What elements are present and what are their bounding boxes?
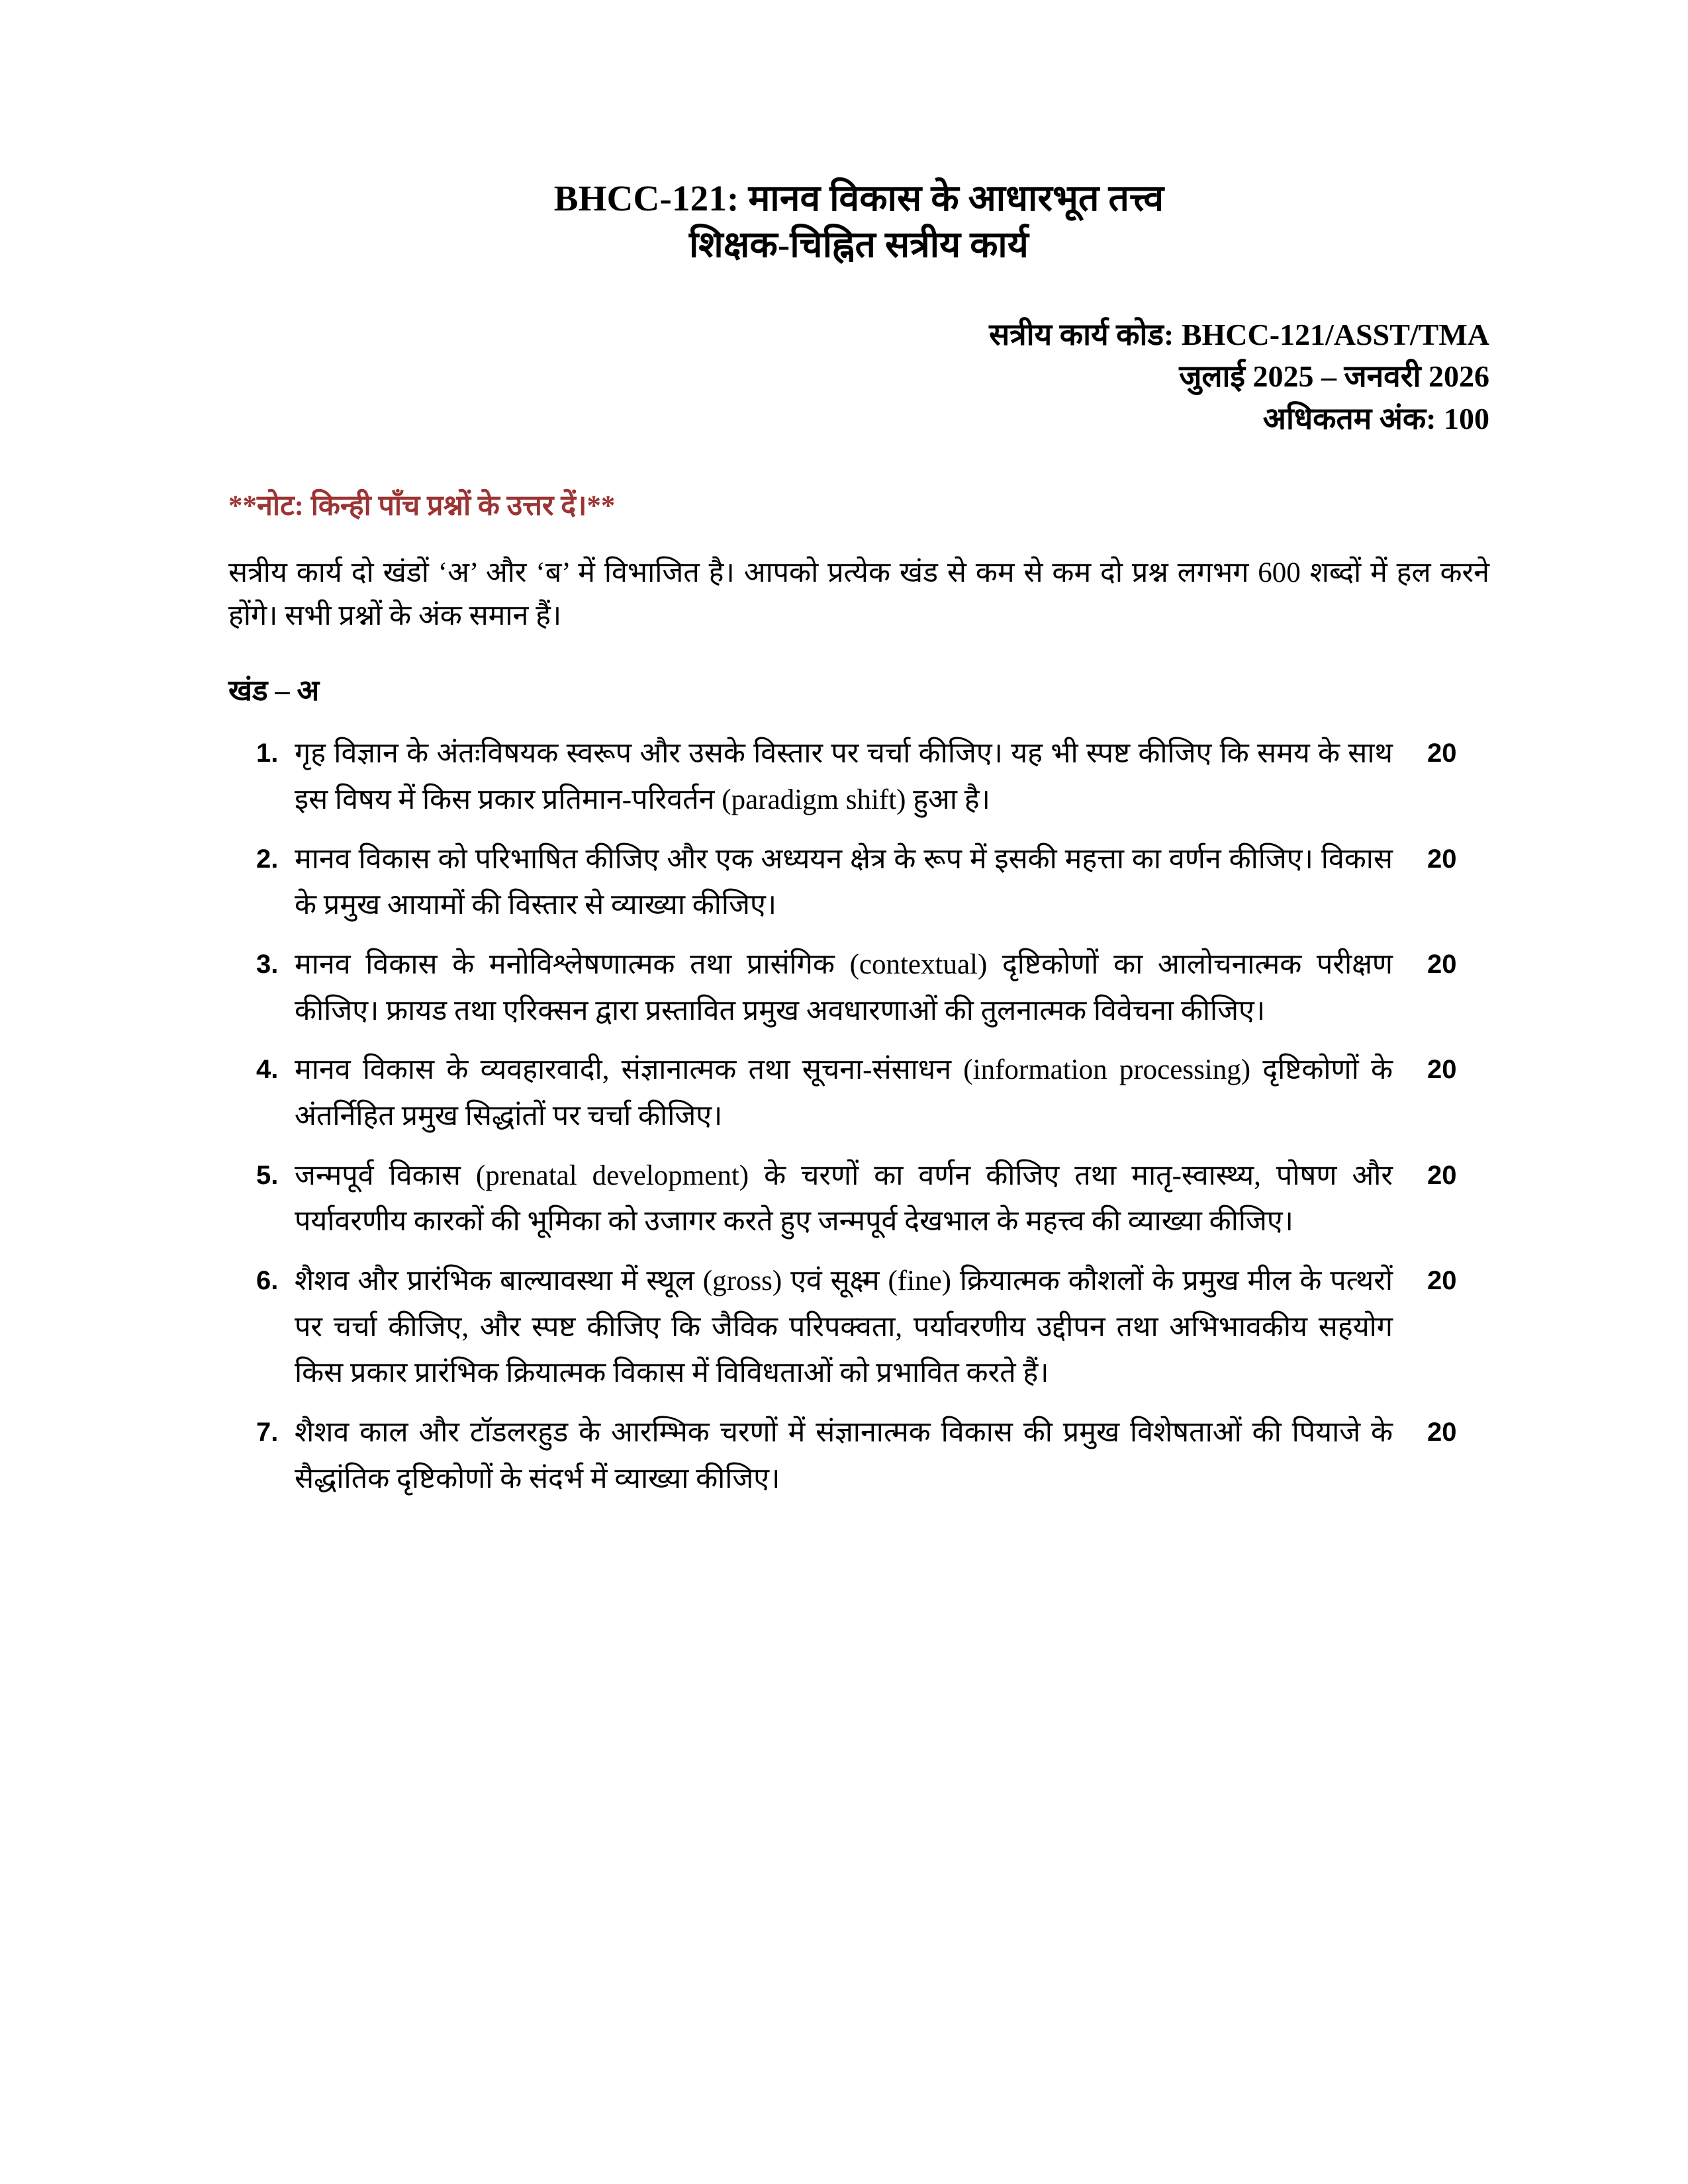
- question-text: शैशव और प्रारंभिक बाल्यावस्था में स्थूल (gross) एवं सूक्ष्म (fine) क्रियात्मक कौशलों के प्रमुख मील के पत्थरों पर चर्चा कीजिए, और स्पष्ट कीजिए कि जैविक परिपक्वता, पर्यावरणीय उद्दीपन तथा अभिभावकीय सहयोग किस प्रकार प्रारंभिक क्रियात्मक विकास में विविधताओं को प्रभावित करते हैं।: [295, 1265, 1393, 1389]
- question-number: 3.: [256, 950, 279, 979]
- question-item: [228, 1258, 1489, 1396]
- question-item: [228, 942, 1489, 1034]
- question-marks: 20: [1427, 739, 1457, 768]
- assignment-meta-block: [228, 314, 1489, 439]
- instruction-paragraph: सत्रीय कार्य दो खंडों ‘अ’ और ‘ब’ में विभाजित है। आपको प्रत्येक खंड से कम से कम दो प्रश्न लगभग 600 शब्दों में हल करने होंगे। सभी प्रश्नों के अंक समान हैं।: [228, 557, 1489, 631]
- question-number: 7.: [256, 1417, 279, 1447]
- question-marks: 20: [1427, 1160, 1457, 1190]
- question-text: मानव विकास के व्यवहारवादी, संज्ञानात्मक तथा सूचना-संसाधन (information processing) दृष्टिकोणों के अंतर्निहित प्रमुख सिद्धांतों पर चर्चा कीजिए।: [295, 1054, 1393, 1132]
- question-number: 5.: [256, 1160, 279, 1190]
- section-heading-a: खंड – अ: [228, 674, 320, 707]
- question-marks: 20: [1427, 1265, 1457, 1295]
- assignment-session: जुलाई 2025 – जनवरी 2026: [1179, 359, 1489, 394]
- assignment-max-marks: अधिकतम अंक: 100: [1262, 401, 1489, 435]
- question-number: 4.: [256, 1055, 279, 1085]
- question-text: शैशव काल और टॉडलरहुड के आरम्भिक चरणों में संज्ञानात्मक विकास की प्रमुख विशेषताओं की पियाजे के सैद्धांतिक दृष्टिकोणों के संदर्भ में व्याख्या कीजिए।: [295, 1416, 1393, 1494]
- question-item: [228, 1410, 1489, 1502]
- question-number: 2.: [256, 844, 279, 874]
- page-title-line-2: शिक्षक-चिह्नित सत्रीय कार्य: [689, 224, 1029, 265]
- question-number: 1.: [256, 739, 279, 768]
- question-text: जन्मपूर्व विकास (prenatal development) के चरणों का वर्णन कीजिए तथा मातृ-स्वास्थ्य, पोषण और पर्यावरणीय कारकों की भूमिका को उजागर करते हुए जन्मपूर्व देखभाल के महत्त्व की व्याख्या कीजिए।: [295, 1160, 1393, 1238]
- assignment-code: सत्रीय कार्य कोड: BHCC-121/ASST/TMA: [989, 317, 1489, 351]
- question-text: मानव विकास के मनोविश्लेषणात्मक तथा प्रासंगिक (contextual) दृष्टिकोणों का आलोचनात्मक परीक्षण कीजिए। फ्रायड तथा एरिक्सन द्वारा प्रस्तावित प्रमुख अवधारणाओं की तुलनात्मक विवेचना कीजिए।: [295, 949, 1393, 1026]
- question-item: [228, 837, 1489, 929]
- question-item: [228, 731, 1489, 823]
- question-text: गृह विज्ञान के अंतःविषयक स्वरूप और उसके विस्तार पर चर्चा कीजिए। यह भी स्पष्ट कीजिए कि समय के साथ इस विषय में किस प्रकार प्रतिमान-परिवर्तन (paradigm shift) हुआ है।: [295, 738, 1393, 816]
- question-marks: 20: [1427, 1417, 1457, 1447]
- question-list: [228, 731, 1489, 1502]
- question-marks: 20: [1427, 1055, 1457, 1085]
- question-marks: 20: [1427, 844, 1457, 874]
- page-title-line-1: BHCC-121: मानव विकास के आधारभूत तत्त्व: [553, 178, 1164, 218]
- question-text: मानव विकास को परिभाषित कीजिए और एक अध्ययन क्षेत्र के रूप में इसकी महत्ता का वर्णन कीजिए। विकास के प्रमुख आयामों की विस्तार से व्याख्या कीजिए।: [295, 843, 1393, 921]
- instruction-note: **नोट: किन्ही पाँच प्रश्नों के उत्तर दें।**: [228, 490, 616, 522]
- question-marks: 20: [1427, 950, 1457, 979]
- question-item: [228, 1153, 1489, 1245]
- document-title-block: [228, 175, 1489, 269]
- question-item: [228, 1047, 1489, 1139]
- question-number: 6.: [256, 1265, 279, 1295]
